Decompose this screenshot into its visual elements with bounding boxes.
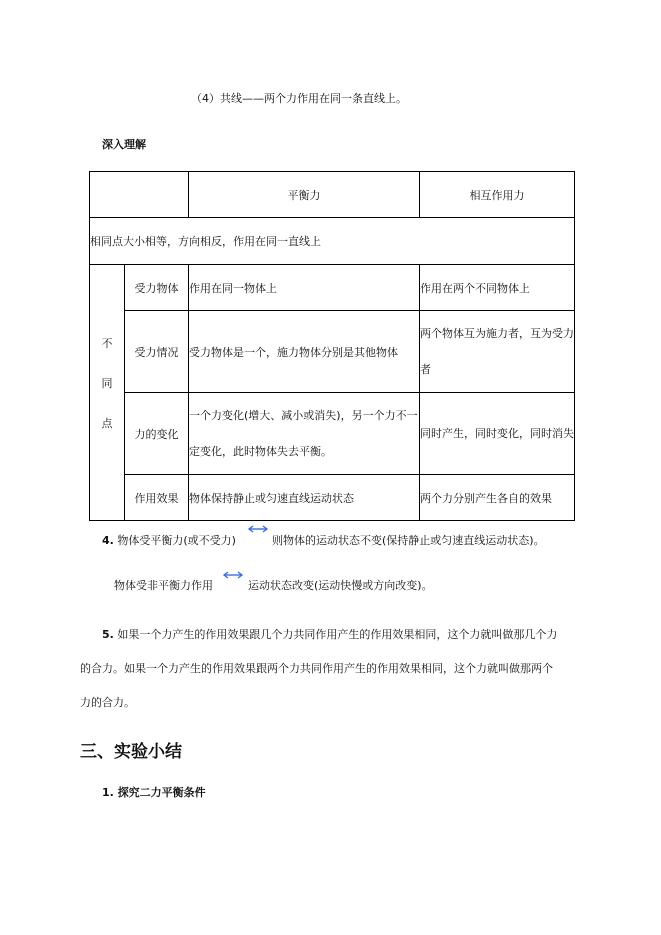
- row-label: 作用效果: [125, 475, 189, 521]
- item4-line2-a: 物体受非平衡力作用: [114, 579, 213, 592]
- diff-label-char: 点: [101, 416, 113, 430]
- row-balanced: 一个力变化(增大、减小或消失)，另一个力不一定变化，此时物体失去平衡。: [189, 393, 420, 475]
- double-arrow-icon: [222, 570, 244, 580]
- item5-line3: 力的合力。: [80, 696, 135, 709]
- same-label: 相同点: [90, 235, 123, 248]
- table-header-row: [90, 172, 575, 218]
- item5-line1: [102, 626, 557, 642]
- row-interaction: 作用在两个不同物体上: [420, 265, 575, 311]
- item1-line: [102, 784, 206, 800]
- item4-line1: [102, 532, 236, 548]
- row-balanced: 物体保持静止或匀速直线运动状态: [189, 475, 420, 521]
- table-row: [90, 265, 575, 311]
- item1-number: 1.: [102, 786, 114, 799]
- table-row: [90, 311, 575, 393]
- diff-label-char: 不: [101, 336, 113, 350]
- row-label: 力的变化: [125, 393, 189, 475]
- item4-line2-b: 运动状态改变(运动快慢或方向改变)。: [248, 579, 433, 592]
- table-row: [90, 393, 575, 475]
- row-interaction: 两个物体互为施力者，互为受力者: [420, 311, 575, 393]
- item5-number: 5.: [102, 628, 114, 641]
- diff-label-char: 同: [101, 376, 113, 390]
- top-line: （4）共线——两个力作用在同一条直线上。: [191, 92, 407, 105]
- header-interaction-force: 相互作用力: [420, 172, 575, 218]
- row-balanced: 受力物体是一个，施力物体分别是其他物体: [189, 311, 420, 393]
- item4-part2: 则物体的运动状态不变(保持静止或匀速直线运动状态)。: [272, 534, 545, 547]
- diff-label-cell: [90, 265, 125, 521]
- double-arrow-icon: [247, 524, 269, 534]
- item4-number: 4.: [102, 534, 114, 547]
- row-label: 受力物体: [125, 265, 189, 311]
- comparison-table: [89, 171, 575, 521]
- same-text: 大小相等，方向相反，作用在同一直线上: [123, 235, 321, 248]
- row-balanced: 作用在同一物体上: [189, 265, 420, 311]
- item5-line2: 的合力。如果一个力产生的作用效果跟两个力共同作用产生的作用效果相同，这个力就叫做那两个: [80, 662, 553, 675]
- table-row: [90, 475, 575, 521]
- header-balanced-force: 平衡力: [189, 172, 420, 218]
- row-label: 受力情况: [125, 311, 189, 393]
- item4-part1: 物体受平衡力(或不受力): [117, 534, 236, 547]
- section-title: 深入理解: [102, 138, 146, 151]
- header-blank-cell: [90, 172, 189, 218]
- item1-text: 探究二力平衡条件: [117, 786, 206, 799]
- row-interaction: 同时产生，同时变化，同时消失: [420, 393, 575, 475]
- item5-text-1: 如果一个力产生的作用效果跟几个力共同作用产生的作用效果相同，这个力就叫做那几个力: [117, 628, 558, 641]
- same-cell: [90, 218, 575, 265]
- section-heading: 三、实验小结: [80, 742, 182, 762]
- same-row: [90, 218, 575, 265]
- row-interaction: 两个力分别产生各自的效果: [420, 475, 575, 521]
